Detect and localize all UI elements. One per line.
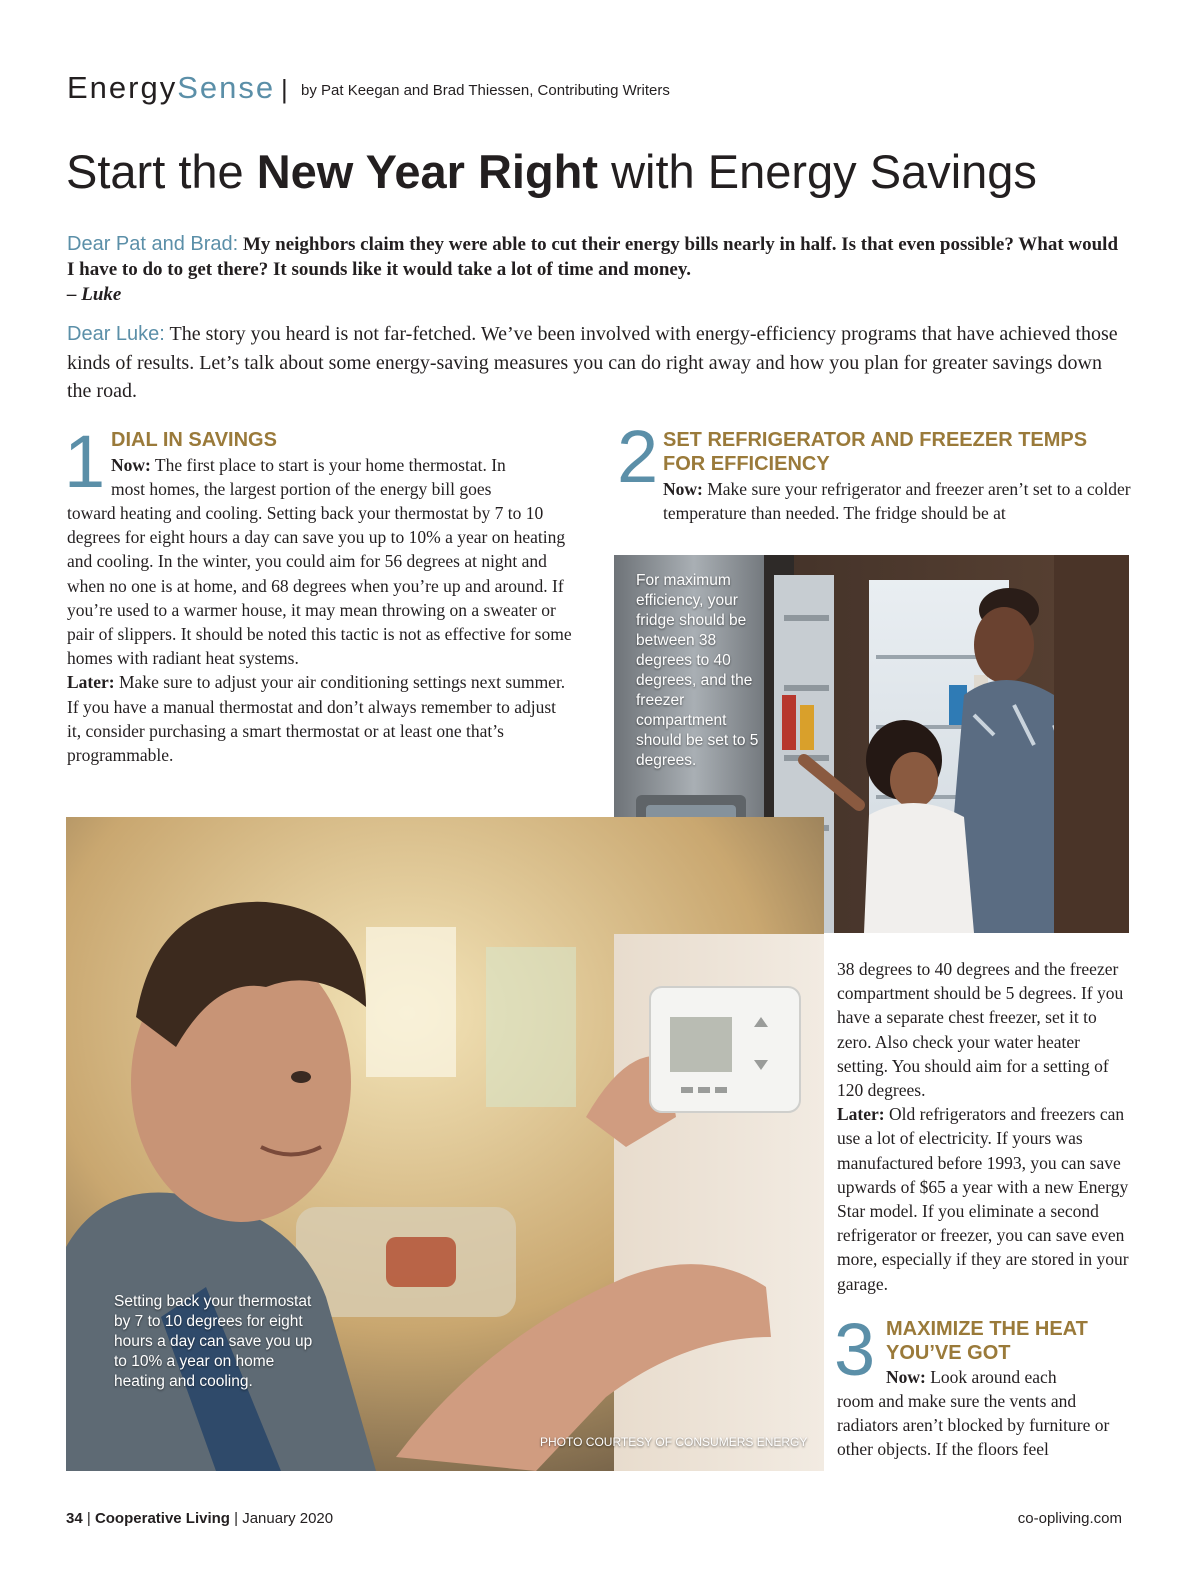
article-title xyxy=(66,142,1037,202)
section2-heading-line2: FOR EFFICIENCY xyxy=(663,453,830,475)
section2-heading-line1: SET REFRIGERATOR AND FREEZER TEMPS xyxy=(663,429,1088,451)
section1-now-line1: The first place to start is your home thermostat. In xyxy=(154,455,506,475)
section2-later-text: Old refrigerators and freezers can use a lot of electricity. If yours was manufactured before 1993, you can save upwards of $65 a year with a new Energy Star model. If you eliminate a second refrigerator or freezer, you can save even more, especially if they are stored in your garage. xyxy=(837,1104,1129,1294)
section2-now-label: Now: xyxy=(663,479,703,499)
reply-text: The story you heard is not far-fetched. We’ve been involved with energy-efficiency programs that have achieved those kinds of results. Let’s talk about some energy-saving measures you can do right away and how you plan for greater savings down the road. xyxy=(67,323,1118,402)
section1-later-label: Later: xyxy=(67,672,115,693)
section1-body xyxy=(67,501,573,767)
fridge-photo-caption: For maximum efficiency, your fridge should be between 38 degrees to 40 degrees, and the freezer compartment should be set to 5 degrees. xyxy=(636,572,759,769)
section3-now-line1: Look around each xyxy=(930,1367,1057,1387)
page-number: 34 xyxy=(66,1510,83,1527)
title-part1: Start the xyxy=(66,145,257,198)
section3-heading xyxy=(886,1317,1136,1365)
section1-now-rest: toward heating and cooling. Setting back your thermostat by 7 to 10 degrees for eight hours a day can save you up to 10% a year on heating and cooling. In the winter, you could aim for 56 degrees at night and when no one is at home, and 68 degrees when you’re up and around. If you’re used to a warmer house, it may mean throwing on a sweater or pair of slippers. It should be noted this tactic is not as effective for some homes with radiant heat systems. xyxy=(67,503,572,669)
section2-heading xyxy=(663,428,1133,476)
brand-sense: Sense xyxy=(177,70,276,105)
title-part2: with Energy Savings xyxy=(598,145,1037,198)
section1-later-text: Make sure to adjust your air conditioning settings next summer. If you have a manual thermostat and don’t always remember to adjust it, consider purchasing a smart thermostat or at least one that’s programmable. xyxy=(67,672,566,766)
footer-separator-1: | xyxy=(86,1510,91,1527)
byline: by Pat Keegan and Brad Thiessen, Contributing Writers xyxy=(301,82,670,99)
reply-paragraph xyxy=(67,320,1127,406)
section2-number: 2 xyxy=(617,415,659,498)
thermostat-photo-credit: PHOTO COURTESY OF CONSUMERS ENERGY xyxy=(540,1435,808,1449)
footer-separator-2: | xyxy=(234,1510,239,1527)
letter-salutation: Dear Pat and Brad: xyxy=(67,233,239,255)
letter-text: My neighbors claim they were able to cut their energy bills nearly in half. Is that even possible? What would I have to do to get there? It sounds like it would take a lot of time and money. xyxy=(67,234,1119,280)
section2-cont-text: 38 degrees to 40 degrees and the freezer compartment should be 5 degrees. If you have a separate chest freezer, set it to zero. Also check your water heater setting. You should aim for a setting of 120 degrees. xyxy=(837,959,1124,1101)
section2-continued xyxy=(837,957,1129,1296)
issue-date: January 2020 xyxy=(242,1510,334,1527)
section3-body: room and make sure the vents and radiators aren’t blocked by furniture or other objects. If the floors feel xyxy=(837,1391,1110,1460)
section3-heading-line1: MAXIMIZE THE HEAT xyxy=(886,1318,1088,1340)
section1-now-line2: most homes, the largest portion of the energy bill goes xyxy=(111,479,492,500)
section1-number: 1 xyxy=(64,420,106,503)
footer-website[interactable]: co-opliving.com xyxy=(1017,1510,1122,1527)
section1-intro xyxy=(111,453,571,501)
section3-heading-line2: YOU’VE GOT xyxy=(886,1342,1011,1364)
section2-intro xyxy=(663,477,1131,525)
page-footer-left xyxy=(66,1508,333,1530)
magazine-name: Cooperative Living xyxy=(94,1510,230,1527)
section1-now-label: Now: xyxy=(111,455,151,475)
section2-now-text: Make sure your refrigerator and freezer aren’t set to a colder temperature than needed. The fridge should be at xyxy=(663,479,1131,524)
section3-number: 3 xyxy=(834,1308,876,1391)
section3-intro xyxy=(886,1365,1131,1389)
title-bold: New Year Right xyxy=(256,145,599,198)
thermostat-photo-caption: Setting back your thermostat by 7 to 10 degrees for eight hours a day can save you up to 10% a year on home heating and cooling. xyxy=(114,1293,313,1390)
section2-later-label: Later: xyxy=(837,1104,885,1125)
reader-letter xyxy=(67,232,1127,307)
letter-signoff: – Luke xyxy=(67,284,122,305)
header-separator: | xyxy=(281,74,288,104)
section3-now-label: Now: xyxy=(886,1367,926,1387)
brand-energy: Energy xyxy=(67,70,178,105)
thermostat-photo xyxy=(66,817,824,1471)
column-brand xyxy=(67,68,275,108)
reply-salutation: Dear Luke: xyxy=(67,323,165,345)
section1-heading: DIAL IN SAVINGS xyxy=(111,429,277,451)
